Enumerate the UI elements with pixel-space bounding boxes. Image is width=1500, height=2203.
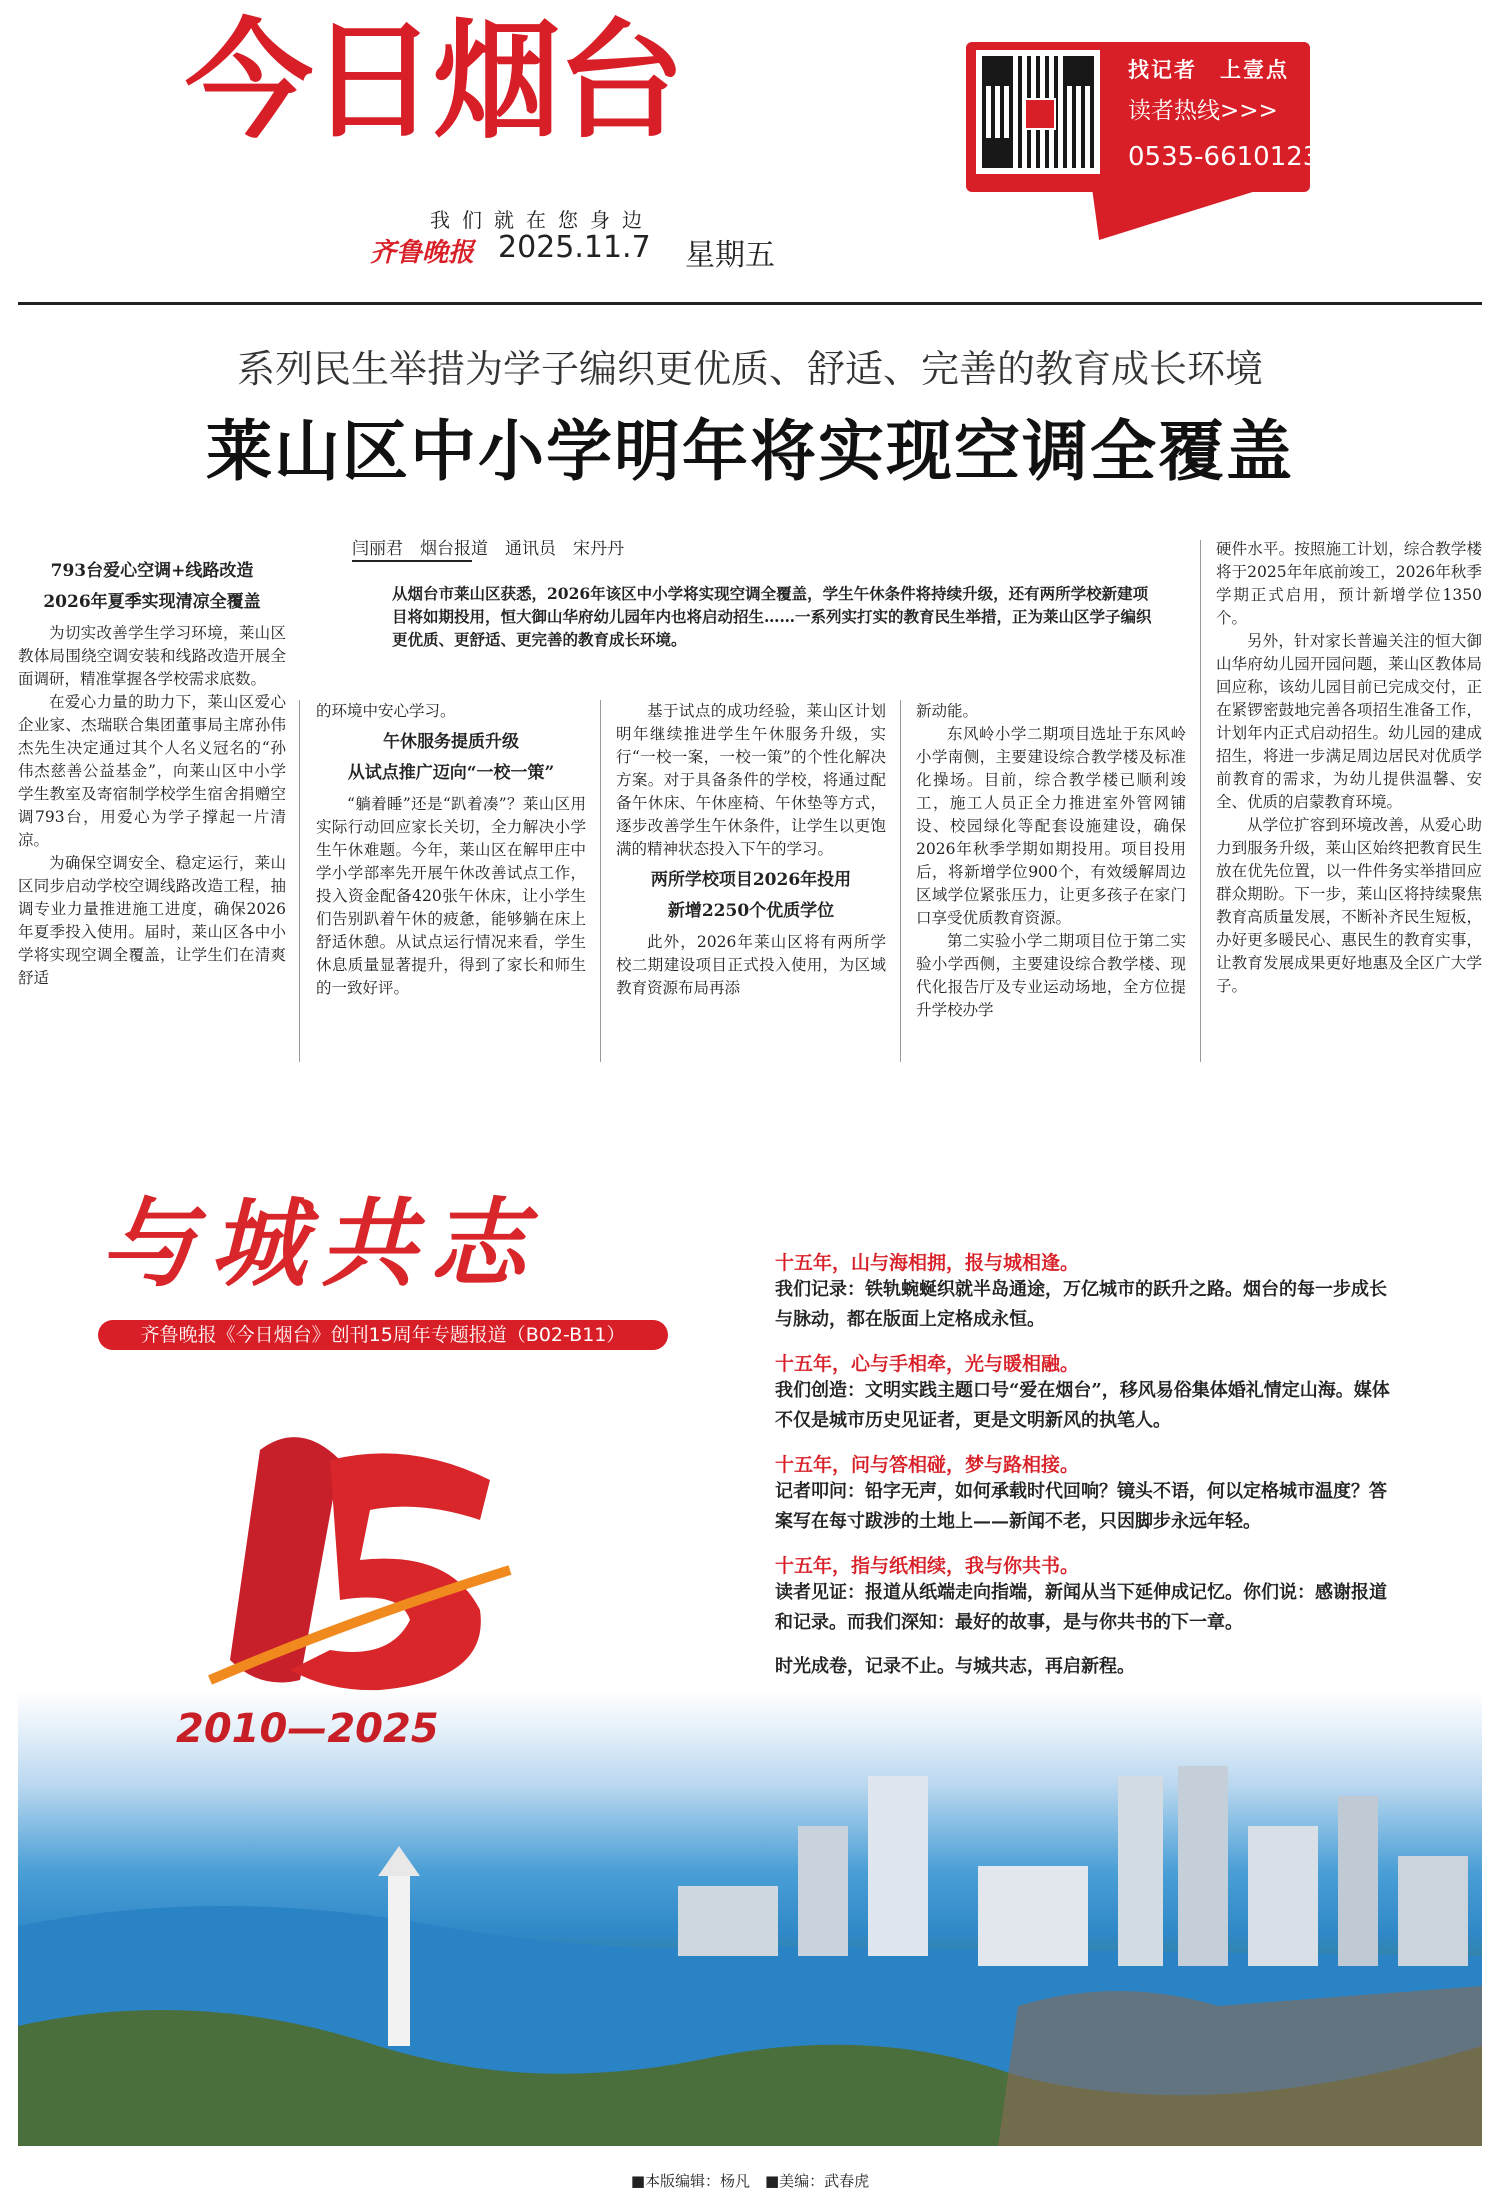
hotline-line2: 读者热线>>>	[1128, 98, 1278, 124]
column-divider	[1200, 540, 1201, 1062]
paragraph: 此外，2026年莱山区将有两所学校二期建设项目正式投入使用，为区域教育资源布局再添	[616, 933, 886, 997]
feature-text	[775, 1248, 1395, 1682]
feature-section-2-body: 我们创造：文明实践主题口号“爱在烟台”，移风易俗集体婚礼情定山海。媒体不仅是城市历史见证者，更是文明新风的执笔人。	[775, 1380, 1390, 1431]
article-column-5	[1216, 538, 1482, 998]
subhead-schools-1: 两所学校项目2026年投用	[650, 870, 852, 890]
paragraph: 东风岭小学二期项目选址于东风岭小学南侧，主要建设综合教学楼及标准化操场。目前，综合教学楼已顺利竣工，施工人员正全力推进室外管网铺设、校园绿化等配套设施建设，确保2026年秋季学期如期投用。项目投用后，将新增学位900个，有效缓解周边区域学位紧张压力，让更多孩子在家门口享受优质教育资源。	[916, 725, 1186, 927]
paragraph: 新动能。	[916, 702, 979, 720]
feature-closing: 时光成卷，记录不止。与城共志，再启新程。	[775, 1656, 1135, 1677]
feature-section-3-label: 十五年，问与答相碰，梦与路相接。	[775, 1454, 1080, 1476]
masthead-slogan: 我们就在您身边	[430, 208, 654, 232]
feature-section-1-label: 十五年，山与海相拥，报与城相逢。	[775, 1252, 1080, 1274]
feature-section-4-label: 十五年，指与纸相续，我与你共书。	[775, 1555, 1080, 1577]
column-divider	[900, 700, 901, 1062]
issue-weekday: 星期五	[685, 238, 775, 273]
masthead-title: 今日烟台	[185, 7, 682, 156]
qr-code-icon[interactable]	[976, 50, 1100, 174]
article-column-2	[316, 700, 586, 1000]
paragraph: 为确保空调安全、稳定运行，莱山区同步启动学校空调线路改造工程，抽调专业力量推进施工进度，确保2026年夏季投入使用。届时，莱山区各中小学将实现空调全覆盖，让学生们在清爽舒适	[18, 854, 286, 987]
article-headline: 莱山区中小学明年将实现空调全覆盖	[206, 412, 1294, 490]
anniversary-15-logo	[150, 1420, 530, 1710]
feature-banner: 齐鲁晚报《今日烟台》创刊15周年专题报道（B02-B11）	[98, 1320, 668, 1350]
article-column-1	[18, 552, 286, 990]
paragraph: 基于试点的成功经验，莱山区计划明年继续推进学生午休服务升级，实行“一校一案，一校一策”的个性化解决方案。对于具备条件的学校，将通过配备午休床、午休座椅、午休垫等方式，逐步改善学生午休条件，让学生以更饱满的精神状态投入下午的学习。	[616, 702, 886, 858]
masthead-divider	[18, 302, 1482, 305]
page-credits: ■本版编辑：杨凡 ■美编：武春虎	[630, 2172, 870, 2190]
app-logo-icon	[1024, 98, 1056, 130]
issue-date: 2025.11.7	[498, 230, 651, 265]
article-kicker: 系列民生举措为学子编织更优质、舒适、完善的教育成长环境	[236, 347, 1263, 391]
column-divider	[299, 700, 300, 1062]
article-byline: 闫丽君 烟台报道 通讯员 宋丹丹	[352, 539, 624, 559]
paragraph: 从学位扩容到环境改善，从爱心助力到服务升级，莱山区始终把教育民生放在优先位置，以一件件务实举措回应群众期盼。下一步，莱山区将持续聚焦教育高质量发展，不断补齐民生短板，办好更多暖民心、惠民生的教育实事，让教育发展成果更好地惠及全区广大学子。	[1216, 816, 1482, 995]
subhead-aircon-2: 2026年夏季实现清凉全覆盖	[43, 592, 261, 612]
hotline-number[interactable]: 0535-6610123	[1128, 142, 1320, 172]
feature-section-2-label: 十五年，心与手相牵，光与暖相融。	[775, 1353, 1080, 1375]
subhead-nap-2: 从试点推广迈向“一校一策”	[347, 763, 555, 783]
feature-section-1-body: 我们记录：铁轨蜿蜒织就半岛通途，万亿城市的跃升之路。烟台的每一步成长与脉动，都在版面上定格成永恒。	[775, 1279, 1387, 1330]
subhead-schools-2: 新增2250个优质学位	[667, 901, 835, 921]
feature-section-4-body: 读者见证：报道从纸端走向指端，新闻从当下延伸成记忆。你们说：感谢报道和记录。而我们深知：最好的故事，是与你共书的下一章。	[775, 1582, 1387, 1633]
paragraph: 硬件水平。按照施工计划，综合教学楼将于2025年年底前竣工，2026年秋季学期正式启用，预计新增学位1350个。	[1216, 540, 1482, 627]
paragraph: 另外，针对家长普遍关注的恒大御山华府幼儿园开园问题，莱山区教体局回应称，该幼儿园目前已完成交付，正在紧锣密鼓地完善各项招生准备工作，计划年内正式启动招生。幼儿园的建成招生，将进一步满足周边居民对优质学前教育的需求，为幼儿提供温馨、安全、优质的启蒙教育环境。	[1216, 632, 1482, 811]
hotline-line1: 找记者 上壹点	[1128, 58, 1289, 82]
byline-underline	[352, 560, 472, 562]
paragraph: 为切实改善学生学习环境，莱山区教体局围绕空调安装和线路改造开展全面调研，精准掌握各学校需求底数。	[18, 624, 286, 688]
feature-section-3-body: 记者叩问：铅字无声，如何承载时代回响？镜头不语，何以定格城市温度？答案写在每寸跋涉的土地上——新闻不老，只因脚步永远年轻。	[775, 1481, 1387, 1532]
subhead-aircon-1: 793台爱心空调+线路改造	[50, 561, 254, 581]
anniversary-years: 2010—2025	[176, 1706, 439, 1752]
paragraph: 在爱心力量的助力下，莱山区爱心企业家、杰瑞联合集团董事局主席孙伟杰先生决定通过其个人名义冠名的“孙伟杰慈善公益基金”，向莱山区中小学学生教室及寄宿制学校学生宿舍捐赠空调793台，用爱心为学子撑起一片清凉。	[18, 693, 286, 849]
article-column-3	[616, 700, 886, 1000]
paragraph: 第二实验小学二期项目位于第二实验小学西侧，主要建设综合教学楼、现代化报告厅及专业运动场地，全方位提升学校办学	[916, 932, 1186, 1019]
paper-name: 齐鲁晚报	[370, 238, 475, 268]
paragraph: “躺着睡”还是“趴着凑”？莱山区用实际行动回应家长关切，全力解决小学生午休难题。今年，莱山区在解甲庄中学小学部率先开展午休改善试点工作，投入资金配备420张午休床，让小学生们告别趴着午休的疲惫，能够躺在床上舒适休憩。从试点运行情况来看，学生休息质量显著提升，得到了家长和师生的一致好评。	[316, 795, 586, 997]
article-lead: 从烟台市莱山区获悉，2026年该区中小学将实现空调全覆盖，学生午休条件将持续升级，还有两所学校新建项目将如期投用，恒大御山华府幼儿园年内也将启动招生……一系列实打实的教育民生举措，正为莱山区学子编织更优质、更舒适、更完善的教育成长环境。	[392, 584, 1152, 649]
anniversary-number	[150, 1420, 151, 1421]
column-divider	[600, 700, 601, 1062]
paragraph: 的环境中安心学习。	[316, 702, 456, 720]
feature-title: 与城共志	[100, 1187, 540, 1300]
article-column-4	[916, 700, 1186, 1022]
subhead-nap-1: 午休服务提质升级	[383, 732, 519, 752]
